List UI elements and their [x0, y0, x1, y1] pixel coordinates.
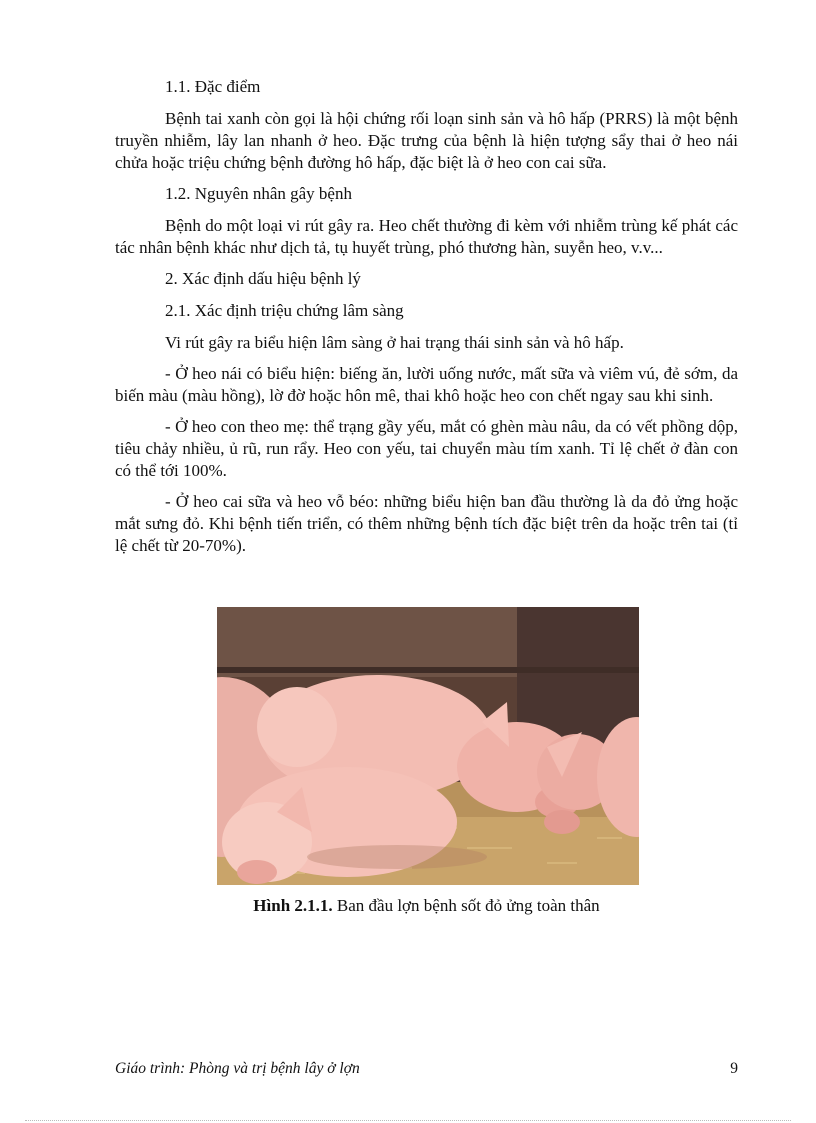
- section-heading-2: 2. Xác định dấu hiệu bệnh lý: [165, 269, 361, 288]
- body-text: [115, 76, 738, 566]
- section-heading-1-2: 1.2. Nguyên nhân gây bệnh: [165, 184, 352, 203]
- figure-sick-pigs-photo: [217, 607, 639, 885]
- paragraph-definition: Bệnh tai xanh còn gọi là hội chứng rối loạn sinh sản và hô hấp (PRRS) là một bệnh truyền nhiễm, lây lan nhanh ở heo. Đặc trưng của bệnh là hiện tượng sẩy thai ở heo nái chửa hoặc triệu chứng bệnh đường hô hấp, đặc biệt là ở heo con cai sữa.: [115, 109, 738, 172]
- paragraph-sows: - Ở heo nái có biểu hiện: biếng ăn, lười uống nước, mất sữa và viêm vú, đẻ sớm, da biến màu (màu hồng), lờ đờ hoặc hôn mê, thai khô hoặc heo con chết ngay sau khi sinh.: [115, 364, 738, 405]
- footer-divider: [25, 1120, 791, 1121]
- footer-book-title: Giáo trình: Phòng và trị bệnh lây ở lợn: [115, 1060, 360, 1077]
- page-footer: [115, 1059, 738, 1079]
- section-heading-1-1: 1.1. Đặc điểm: [165, 77, 261, 96]
- figure-caption: [115, 895, 738, 917]
- section-heading-2-1: 2.1. Xác định triệu chứng lâm sàng: [165, 301, 404, 320]
- page-number: 9: [730, 1060, 738, 1077]
- paragraph-weaners: - Ở heo cai sữa và heo vỗ béo: những biểu hiện ban đầu thường là da đỏ ửng hoặc mắt sưng đỏ. Khi bệnh tiến triển, có thêm những bệnh tích đặc biệt trên da hoặc trên tai (tỉ lệ chết từ 20-70%).: [115, 492, 738, 555]
- paragraph-clinical-intro: Vi rút gây ra biểu hiện lâm sàng ở hai trạng thái sinh sản và hô hấp.: [165, 333, 624, 352]
- figure-caption-text: Ban đầu lợn bệnh sốt đỏ ửng toàn thân: [332, 896, 600, 915]
- pigs-illustration: [217, 607, 639, 885]
- paragraph-piglets: - Ở heo con theo mẹ: thể trạng gầy yếu, mắt có ghèn màu nâu, da có vết phồng dộp, tiêu chảy nhiều, ủ rũ, run rẩy. Heo con yếu, tai chuyển màu tím xanh. Tỉ lệ chết ở đàn con có thể tới 100%.: [115, 417, 738, 480]
- paragraph-cause: Bệnh do một loại vi rút gây ra. Heo chết thường đi kèm với nhiễm trùng kế phát các tác nhân bệnh khác như dịch tả, tụ huyết trùng, phó thương hàn, suyễn heo, v.v...: [115, 216, 738, 257]
- figure-label: Hình 2.1.1.: [253, 896, 333, 915]
